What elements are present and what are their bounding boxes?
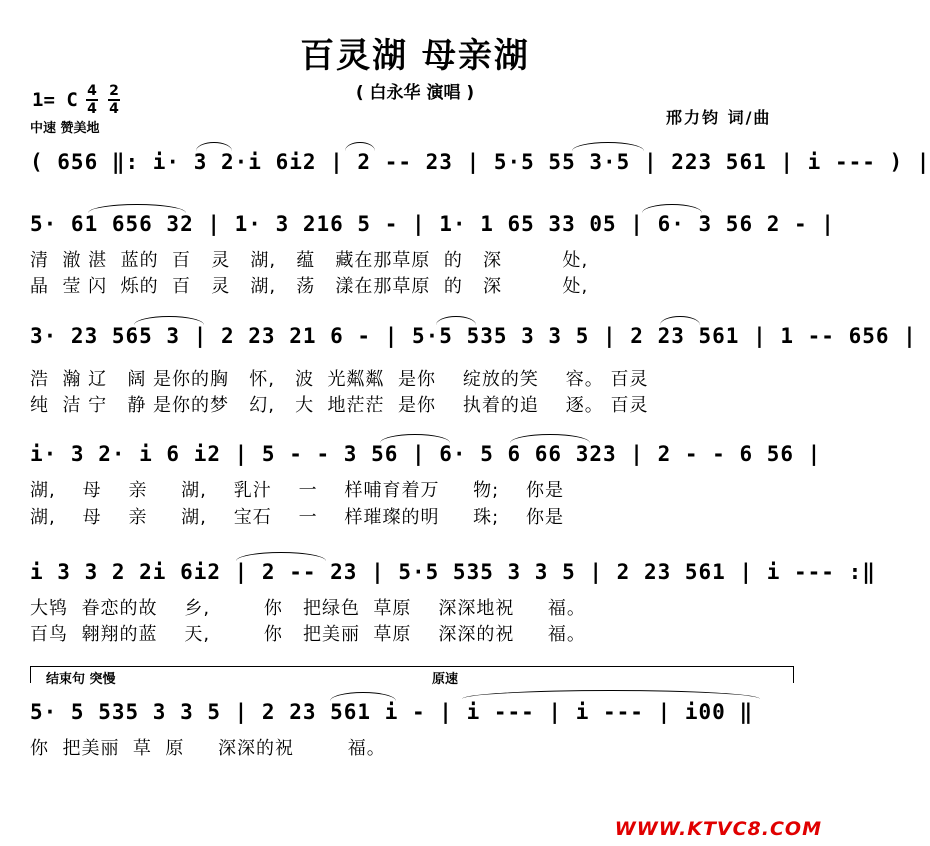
- slur-arc: [134, 316, 204, 325]
- slur-arc: [88, 204, 186, 213]
- time-signature-2: [108, 84, 120, 116]
- slur-arc: [196, 142, 232, 151]
- notation-line-3: 3· 23 565 3 | 2 23 21 6 - | 5·5 535 3 3 5 | 2 23 561 | 1 -- 656 |: [30, 324, 917, 348]
- tempo-marking: 中速 赞美地: [30, 121, 100, 136]
- key-signature: 1= C: [32, 89, 78, 111]
- notation-line-6: 5· 5 535 3 3 5 | 2 23 561 i - | i --- | i --- | i00 ‖: [30, 700, 754, 724]
- lyric-line-4-verse-1: 湖, 母 亲 湖, 乳汁 一 样哺育着万 物; 你是: [30, 480, 565, 501]
- lyric-line-2-verse-1: 清 澈 湛 蓝的 百 灵 湖, 蕴 藏在那草原 的 深 处,: [30, 250, 589, 271]
- meter-top: 2: [109, 83, 119, 99]
- meter-bottom: 4: [87, 101, 97, 117]
- slur-arc: [236, 552, 326, 561]
- slur-arc: [345, 142, 375, 151]
- lyric-line-5-verse-2: 百鸟 翱翔的蓝 天, 你 把美丽 草原 深深的祝 福。: [30, 624, 586, 645]
- notation-line-4: i· 3 2· i 6 i2 | 5 - - 3 56 | 6· 5 6 66 323 | 2 - - 6 56 |: [30, 442, 822, 466]
- lyric-line-3-verse-2: 纯 洁 宁 静 是你的梦 幻, 大 地茫茫 是你 执着的追 逐。 百灵: [30, 395, 649, 416]
- slur-arc: [510, 434, 590, 443]
- lyric-line-2-verse-2: 晶 莹 闪 烁的 百 灵 湖, 荡 漾在那草原 的 深 处,: [30, 276, 589, 297]
- slur-arc: [572, 142, 644, 151]
- notation-line-2: 5· 61 656 32 | 1· 3 216 5 - | 1· 1 65 33 05 | 6· 3 56 2 - |: [30, 212, 835, 236]
- slur-arc: [380, 434, 450, 443]
- slur-arc: [436, 316, 476, 325]
- slur-arc: [660, 316, 700, 325]
- slur-arc: [330, 692, 396, 701]
- author-credit: 邢力钧 词/曲: [666, 108, 772, 127]
- coda-label: 结束句 突慢: [46, 672, 116, 687]
- time-signature-1: [86, 84, 98, 116]
- notation-line-5: i 3 3 2 2i 6i2 | 2 -- 23 | 5·5 535 3 3 5 | 2 23 561 | i --- :‖: [30, 560, 876, 584]
- meter-bottom: 4: [109, 101, 119, 117]
- meter-top: 4: [87, 83, 97, 99]
- slur-arc: [462, 690, 760, 699]
- coda-bracket: [30, 666, 794, 683]
- lyric-line-3-verse-1: 浩 瀚 辽 阔 是你的胸 怀, 波 光粼粼 是你 绽放的笑 容。 百灵: [30, 369, 649, 390]
- lyric-line-4-verse-2: 湖, 母 亲 湖, 宝石 一 样璀璨的明 珠; 你是: [30, 507, 565, 528]
- slur-arc: [642, 204, 702, 213]
- performer-credit: ( 白永华 演唱 ): [355, 83, 475, 103]
- song-title: 百灵湖 母亲湖: [300, 36, 530, 76]
- lyric-line-5-verse-1: 大鸨 眷恋的故 乡, 你 把绿色 草原 深深地祝 福。: [30, 598, 586, 619]
- a-tempo-label: 原速: [432, 672, 459, 687]
- site-watermark: WWW.KTVC8.COM: [614, 818, 822, 840]
- notation-line-1: ( 656 ‖: i· 3 2·i 6i2 | 2 -- 23 | 5·5 55 3·5 | 223 561 | i --- ) |: [30, 150, 930, 174]
- lyric-line-6: 你 把美丽 草 原 深深的祝 福。: [30, 738, 386, 759]
